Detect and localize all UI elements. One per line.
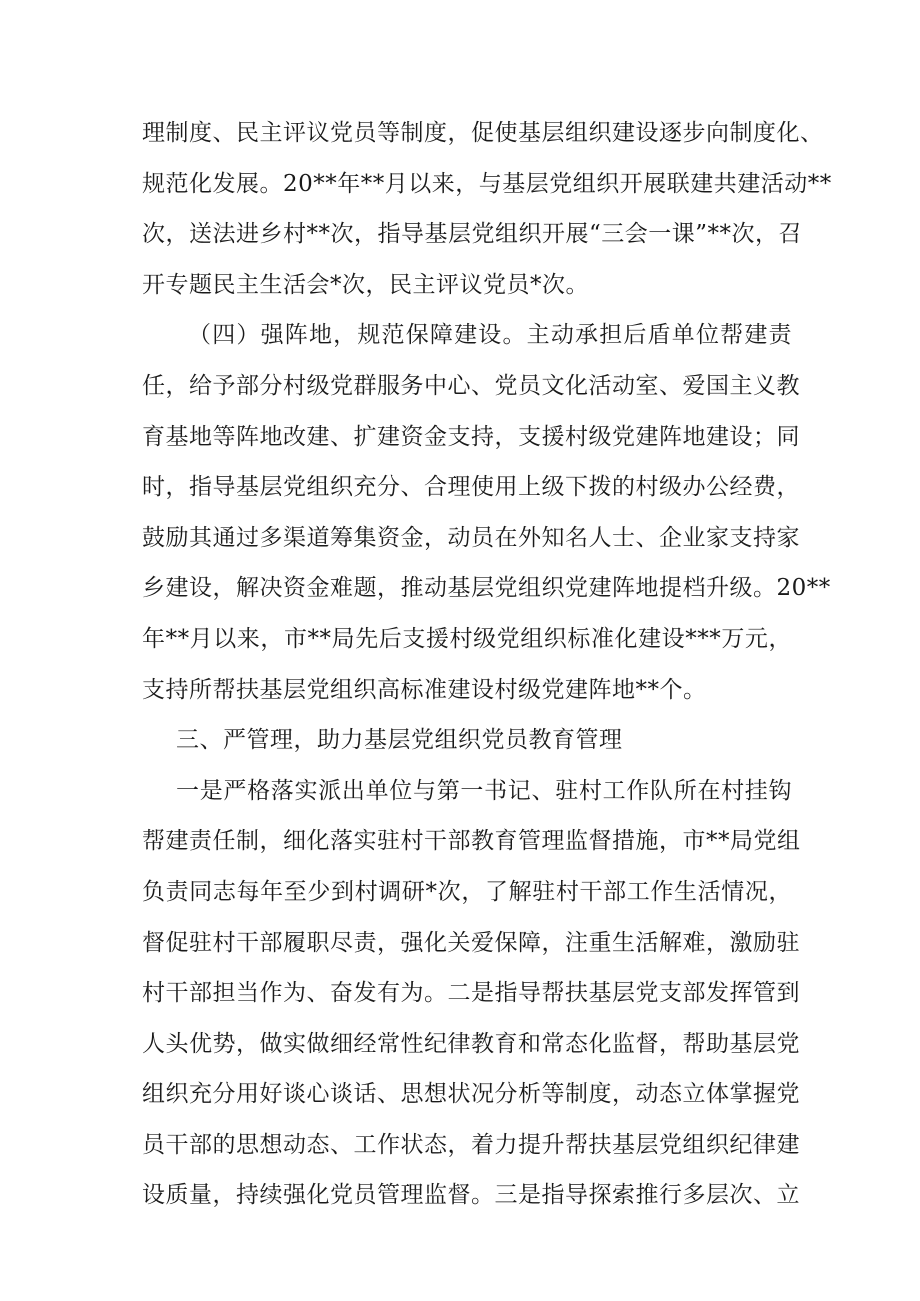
text-line: 育基地等阵地改建、扩建资金支持，支援村级党建阵地建设；同 (142, 423, 800, 450)
text-line: 理制度、民主评议党员等制度，促使基层组织建设逐步向制度化、 (142, 120, 824, 146)
document-body (142, 108, 832, 1221)
text-line: 规范化发展。20**年**月以来，与基层党组织开展联建共建活动** (142, 170, 832, 197)
section-heading: 三、严管理，助力基层党组织党员教育管理 (176, 727, 623, 754)
text-line: 年**月以来，市**局先后支援村级党组织标准化建设***万元， (142, 625, 792, 652)
text-line: 设质量，持续强化党员管理监督。三是指导探索推行多层次、立 (142, 1182, 800, 1209)
text-line: 时，指导基层党组织充分、合理使用上级下拨的村级办公经费， (142, 474, 800, 501)
text-line: 开专题民主生活会*次，民主评议党员*次。 (142, 271, 589, 298)
text-line: 鼓励其通过多渠道筹集资金，动员在外知名人士、企业家支持家 (142, 524, 800, 551)
text-line: 帮建责任制，细化落实驻村干部教育管理监督措施，市**局党组 (142, 828, 801, 855)
text-line: 员干部的思想动态、工作状态，着力提升帮扶基层党组织纪律建 (142, 1131, 800, 1158)
text-line: 任，给予部分村级党群服务中心、党员文化活动室、爱国主义教 (142, 372, 800, 399)
text-line: 督促驻村干部履职尽责，强化关爱保障，注重生活解难，激励驻 (142, 929, 800, 956)
text-line: 组织充分用好谈心谈话、思想状况分析等制度，动态立体掌握党 (142, 1081, 800, 1108)
text-line: 村干部担当作为、奋发有为。二是指导帮扶基层党支部发挥管到 (142, 980, 800, 1007)
text-line: 人头优势，做实做细经常性纪律教育和常态化监督，帮助基层党 (142, 1030, 800, 1057)
text-line: 负责同志每年至少到村调研*次，了解驻村干部工作生活情况， (142, 878, 792, 905)
text-line: 支持所帮扶基层党组织高标准建设村级党建阵地**个。 (142, 676, 707, 703)
text-line: 乡建设，解决资金难题，推动基层党组织党建阵地提档升级。20** (142, 575, 831, 602)
text-line: 次，送法进乡村**次，指导基层党组织开展“三会一课”**次，召 (142, 221, 803, 248)
section-heading-line: （四）强阵地，规范保障建设。主动承担后盾单位帮建责 (188, 322, 792, 349)
paragraph-start-line: 一是严格落实派出单位与第一书记、驻村工作队所在村挂钩 (176, 777, 792, 804)
